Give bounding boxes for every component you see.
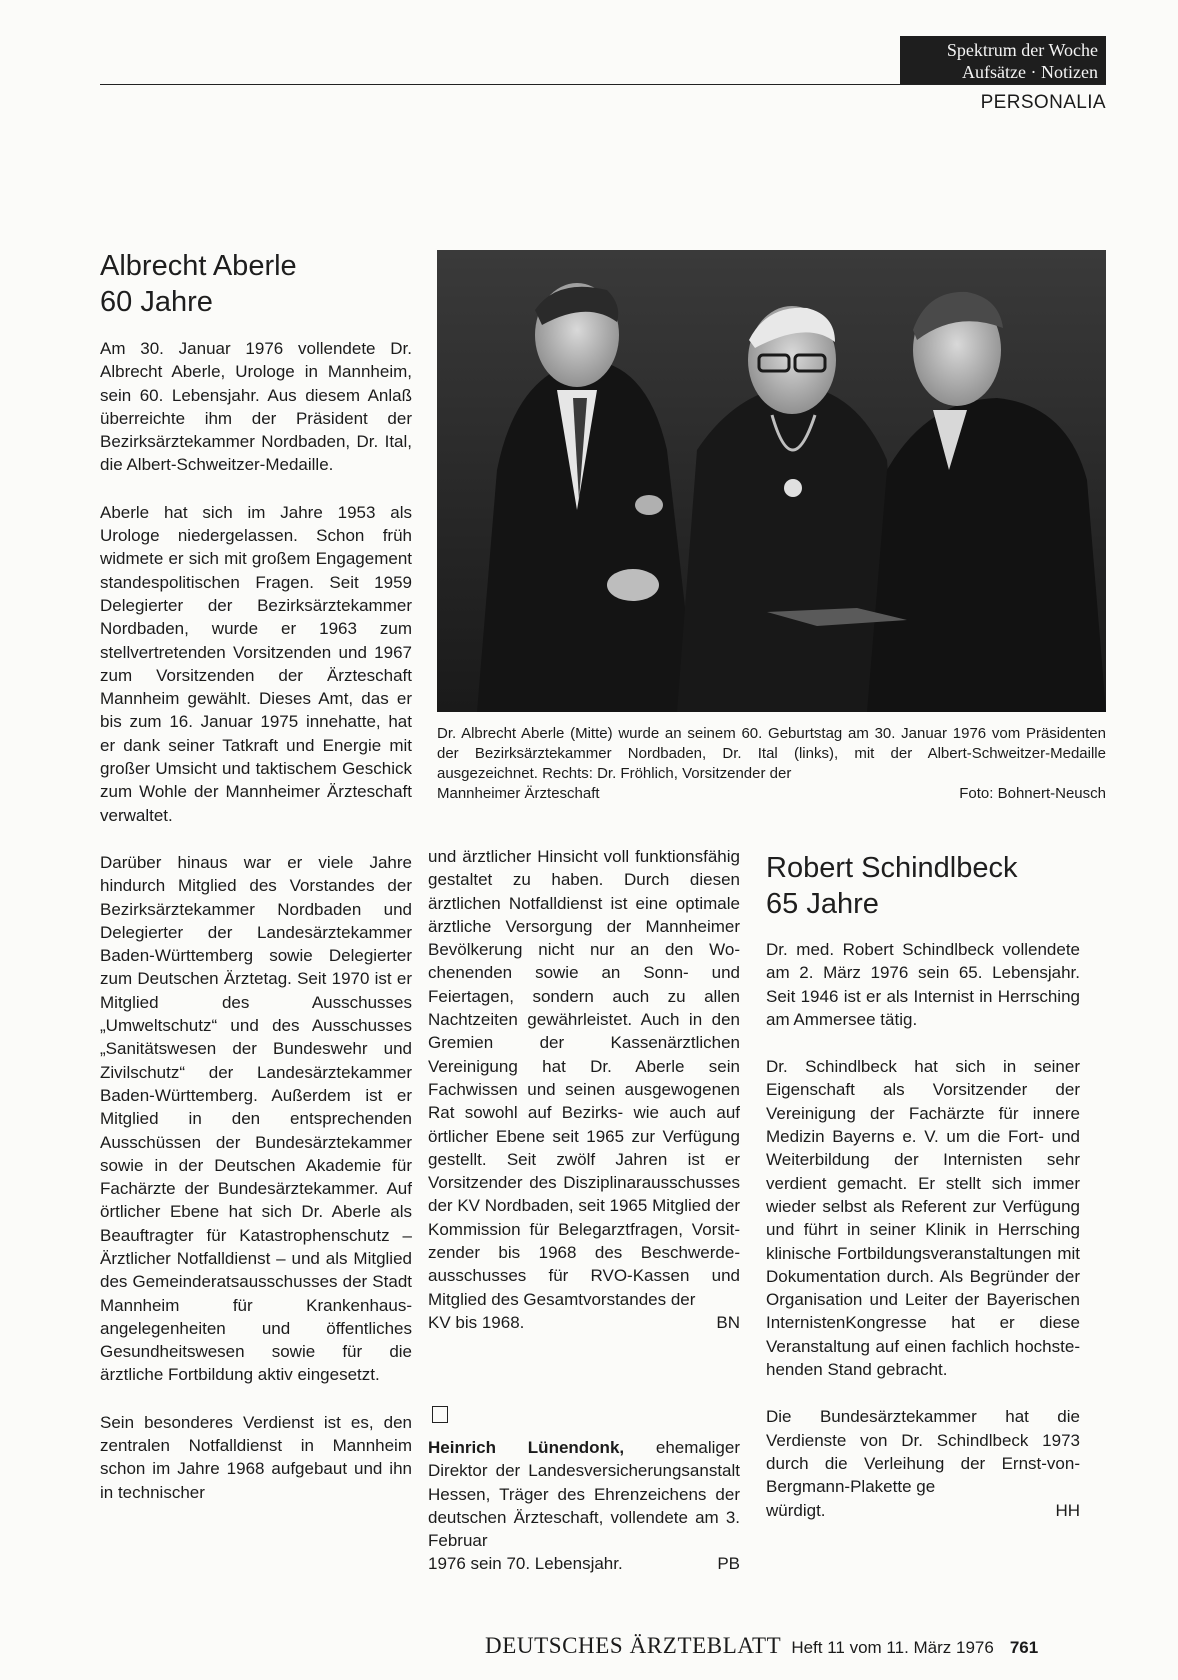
aberle-paragraph-3: Darüber hinaus war er viele Jahre hindurch Mitglied des Vorstandes der Bezirksärztekammer Nordbaden und Delegierter der Landesärztekammer Baden-Württemberg sowie Delegierter zum Deutschen Ärztetag. Seit 1970 ist er Mitglied des Ausschusses „Umweltschutz“ und des Ausschusses „Sanitätswesen der Bundeswehr und Zivilschutz“ der Landesärztekammer Baden-Württemberg. Außerdem ist er Mitglied in den entsprechenden Ausschüssen der Bundesärztekammer sowie in der Deutschen Akademie für Fachärzte der Bundesärztekammer. Auf örtlicher Ebene hat sich Dr. Aberle als Beauftragter für Katastrophenschutz – Ärztlicher Notfalldienst – und als Mitglied des Gemeinderatsausschusses der Stadt Mannheim für Krankenhausangelegenheiten und öffentliches Gesundheitswesen sowie für die ärztliche Fortbildung aktiv eingesetzt. xyxy=(100,852,412,1385)
schindlbeck-title-line-2: 65 Jahre xyxy=(766,888,879,920)
schindlbeck-title-line-1: Robert Schindlbeck xyxy=(766,852,1018,884)
page-footer xyxy=(485,1633,1038,1659)
photo-caption xyxy=(437,724,1106,804)
article-separator-box xyxy=(432,1406,448,1423)
aberle-paragraph-5: und ärztlicher Hinsicht voll funktionsfähig gestaltet zu haben. Durch diesen ärztlichen Notfalldienst ist eine optimale ärztliche Versorgung der Mannheimer Bevölkerung nicht nur an den Wochenenden sowie an Sonn- und Feiertagen, sondern auch zu allen Nachtzeiten gewährleistet. Auch in den Gremien der Kassenärztlichen Vereinigung hat Dr. Aberle sein Fachwissen und seinen ausgewogenen Rat sowohl auf Bezirks- wie auch auf örtlicher Ebene seit 1965 zur Verfügung gestellt. Seit zwölf Jahren ist er Vorsitzender des Disziplinarausschusses der KV Nordbaden, seit 1965 Mitglied der Kommission für Belegarztfragen, Vorsitzender bis 1968 des Beschwerdeausschusses für RVO-Kassen und Mitglied des Gesamtvorstandes der xyxy=(428,847,740,1309)
schindlbeck-column xyxy=(766,938,1080,1522)
header-rule xyxy=(100,84,1106,85)
page-number: 761 xyxy=(1009,1638,1039,1657)
caption-text: Dr. Albrecht Aberle (Mitte) wurde an seinem 60. Geburtstag am 30. Januar 1976 vom Präsidenten der Bezirksärztekammer Nordbaden, Dr. Ital (links), mit der Albert-Schweitzer-Medaille ausgezeichnet. Rechts: Dr. Fröhlich, Vorsitzender der xyxy=(437,725,1106,782)
luenendonk-signature-line xyxy=(428,1552,740,1575)
luenendonk-text-block xyxy=(428,1436,740,1552)
aberle-column-1 xyxy=(100,337,412,1504)
luenendonk-name: Heinrich Lünendonk, xyxy=(428,1438,625,1457)
aberle-paragraph-4: Sein besonderes Verdienst ist es, den zentralen Notfalldienst in Mannheim schon im Jahre 1968 aufgebaut und ihn in technischer xyxy=(100,1412,412,1502)
caption-credit-line xyxy=(437,784,1106,804)
aberle-headline xyxy=(100,248,420,320)
kicker-line-1: Spektrum der Woche xyxy=(946,40,1098,60)
schindlbeck-paragraph-2: Dr. Schindlbeck hat sich in seiner Eigenschaft als Vorsitzender der Vereinigung der Fachärzte für innere Medizin Bayerns e. V. um die Fort- und Weiterbildung der Internisten sehr verdient gemacht. Er stellt sich immer wieder selbst als Referent zur Verfügung und führt in seiner Klinik in Herrsching klinische Fortbildungsveranstaltungen mit Dokumentation durch. Als Begründer der Organisation und Leiter der Bayerischen InternistenKongresse hat er diese Veranstaltung auf einen fachlich hochstehenden Stand gebracht. xyxy=(766,1057,1080,1380)
schindlbeck-paragraph-3: Die Bundesärztekammer hat die Verdienste von Dr. Schindlbeck 1973 durch die Verleihung der Ernst-von-Bergmann-Plakette ge xyxy=(766,1407,1080,1497)
aberle-title-line-2: 60 Jahre xyxy=(100,286,213,318)
photo-credit: Foto: Bohnert-Neusch xyxy=(959,785,1106,802)
aberle-title-line-1: Albrecht Aberle xyxy=(100,250,297,282)
schindlbeck-signature: HH xyxy=(1055,1500,1080,1520)
aberle-paragraph-2: Aberle hat sich im Jahre 1953 als Urologe niedergelassen. Schon früh widmete er sich mit großem Engagement standespolitischen Fragen. Seit 1959 Delegierter der Bezirksärztekammer Nordbaden, wurde er 1963 zum stellvertretenden Vorsitzenden und 1967 zum Vorsitzenden der Ärzteschaft Mannheim gewählt. Dieses Amt, das er bis zum 16. Januar 1975 innehatte, hat er dank seiner Tatkraft und Energie mit großer Umsicht und taktischem Geschick zum Wohle der Mannheimer Ärzteschaft verwaltet. xyxy=(100,502,412,825)
masthead: DEUTSCHES ÄRZTEBLATT xyxy=(485,1633,782,1658)
kicker-line-2: Aufsätze · Notizen xyxy=(962,62,1098,82)
caption-last-line: Mannheimer Ärzteschaft xyxy=(437,785,600,802)
schindlbeck-signature-line xyxy=(766,1499,1080,1522)
award-photo-illustration xyxy=(437,250,1106,712)
aberle-signature: BN xyxy=(716,1312,740,1332)
luenendonk-signature: PB xyxy=(717,1554,740,1574)
aberle-signature-line xyxy=(428,1311,740,1334)
section-label: PERSONALIA xyxy=(980,92,1106,113)
schindlbeck-paragraph-1: Dr. med. Robert Schindlbeck vollendete am 2. März 1976 sein 65. Lebensjahr. Seit 1946 ist er als Internist in Herrsching am Ammersee tätig. xyxy=(766,940,1080,1029)
luenendonk-text-last: 1976 sein 70. Lebensjahr. xyxy=(428,1554,623,1574)
aberle-column-2 xyxy=(428,845,740,1334)
aberle-paragraph-1: Am 30. Januar 1976 vollendete Dr. Albrecht Aberle, Urologe in Mannheim, sein 60. Lebensjahr. Aus diesem Anlaß überreichte ihm der Präsident der Bezirksärztekammer Nordbaden, Dr. Ital, die Albert-Schweitzer-Medaille. xyxy=(100,339,412,475)
award-photo xyxy=(437,250,1106,712)
luenendonk-text: ehemaliger Direktor der Landesversicherungsanstalt Hessen, Träger des Ehrenzeichens der deutschen Ärzteschaft, vollendete am 3. Februar xyxy=(428,1438,741,1551)
aberle-paragraph-5-last: KV bis 1968. xyxy=(428,1312,525,1332)
schindlbeck-paragraph-3-last: würdigt. xyxy=(766,1500,826,1520)
issue-info: Heft 11 vom 11. März 1976 xyxy=(791,1638,994,1657)
schindlbeck-headline xyxy=(766,850,1106,922)
luenendonk-notice xyxy=(428,1436,740,1576)
section-kicker xyxy=(900,36,1106,84)
